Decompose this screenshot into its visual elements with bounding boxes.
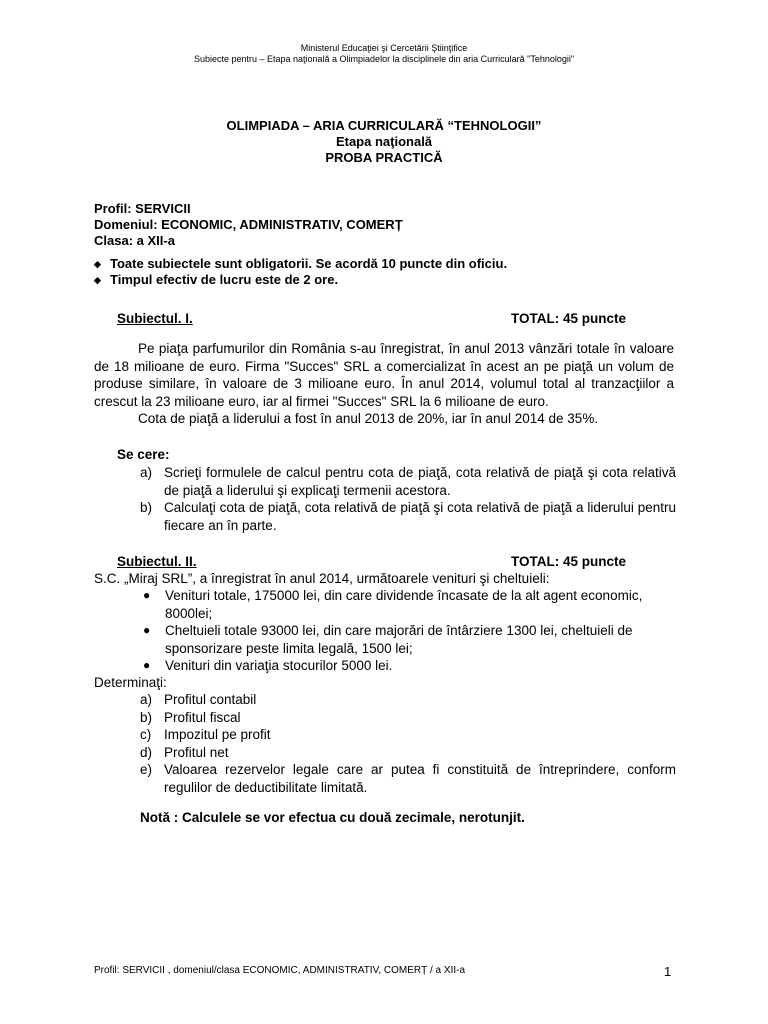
subject-1-task-list bbox=[140, 464, 676, 534]
list-item bbox=[143, 587, 673, 622]
se-cere-label: Se cere: bbox=[117, 447, 170, 462]
list-item-text: Valoarea rezervelor legale care ar putea fi constituită de întreprindere, conform regulilor de deductibilitate limitată. bbox=[164, 762, 676, 795]
list-item-text: Scrieţi formulele de calcul pentru cota de piaţă, cota relativă de piaţă şi cota relativă de piaţă a liderului şi explicaţi termenii acestora. bbox=[164, 465, 676, 498]
bullet-dot-icon: ● bbox=[143, 658, 151, 673]
subject-1-leader-share: Cota de piaţă a liderului a fost în anul 2013 de 20%, iar în anul 2014 de 35%. bbox=[138, 411, 599, 427]
document-title: OLIMPIADA – ARIA CURRICULARĂ “TEHNOLOGII” bbox=[226, 118, 542, 133]
subject-1-text bbox=[94, 340, 674, 428]
calculation-note: Notă : Calculele se vor efectua cu două zecimale, nerotunjit. bbox=[140, 810, 525, 825]
header-subtitle: Subiecte pentru – Etapa naţională a Olimpiadelor la disciplinele din aria Curriculară "Tehnologii" bbox=[193, 54, 575, 64]
domain-line: Domeniul: ECONOMIC, ADMINISTRATIV, COMERȚ bbox=[94, 217, 403, 232]
list-item bbox=[140, 726, 676, 744]
document-test-type: PROBA PRACTICĂ bbox=[325, 150, 443, 165]
list-marker: a) bbox=[140, 465, 153, 480]
subject-1-total: TOTAL: 45 puncte bbox=[511, 311, 627, 326]
list-item-text: Venituri totale, 175000 lei, din care dividende încasate de la alt agent economic, 8000lei; bbox=[165, 588, 643, 621]
page-number: 1 bbox=[664, 964, 672, 979]
list-item-text: Venituri din variaţia stocurilor 5000 lei. bbox=[165, 658, 393, 674]
list-marker: a) bbox=[140, 692, 153, 707]
list-item bbox=[140, 691, 676, 709]
header-ministry: Ministerul Educaţiei şi Cercetării Ştiinţifice bbox=[300, 43, 468, 53]
list-item-text: Calculaţi cota de piaţă, cota relativă de piaţă şi cota relativă de piaţă a liderului pentru fiecare an în parte. bbox=[164, 500, 676, 533]
list-marker: c) bbox=[140, 727, 152, 743]
rule-item bbox=[94, 256, 507, 272]
list-item-text: Profitul contabil bbox=[164, 692, 257, 707]
subject-1-paragraph: Pe piaţa parfumurilor din România s-au înregistrat, în anul 2013 vânzări totale în valoare de 18 milioane de euro. Firma "Succes" SRL a comercializat în acest an pe piaţă un volum de produse similare, în valoare de 3 milioane euro. În anul 2014, volumul total al tranzacţiilor a crescut la 23 milioane euro, iar al firmei "Succes" SRL la 6 milioane de euro. bbox=[94, 341, 674, 409]
subject-2-items bbox=[143, 587, 673, 675]
list-marker: d) bbox=[140, 744, 153, 760]
list-item bbox=[143, 622, 673, 657]
list-item-text: Profitul fiscal bbox=[164, 709, 241, 725]
list-item-text: Profitul net bbox=[164, 744, 229, 760]
diamond-bullet-icon: ◆ bbox=[94, 259, 101, 269]
subject-2-intro: S.C. „Miraj SRL”, a înregistrat în anul 2014, următoarele venituri şi cheltuieli: bbox=[94, 571, 550, 586]
subject-2-total: TOTAL: 45 puncte bbox=[511, 554, 627, 569]
subject-1-heading: Subiectul. I. bbox=[117, 311, 193, 326]
list-item bbox=[143, 657, 673, 675]
list-item bbox=[140, 499, 676, 534]
class-line: Clasa: a XII-a bbox=[94, 233, 175, 248]
diamond-bullet-icon: ◆ bbox=[94, 275, 101, 285]
list-item bbox=[140, 709, 676, 727]
bullet-dot-icon: ● bbox=[143, 588, 151, 602]
document-stage: Etapa naţională bbox=[335, 134, 433, 149]
subject-2-task-list bbox=[140, 691, 676, 797]
determinati-label: Determinaţi: bbox=[94, 675, 167, 690]
rule-item bbox=[94, 272, 338, 288]
list-marker: b) bbox=[140, 500, 153, 516]
profile-line: Profil: SERVICII bbox=[94, 201, 191, 216]
list-marker: b) bbox=[140, 709, 153, 725]
bullet-dot-icon: ● bbox=[143, 623, 151, 638]
list-item bbox=[140, 464, 676, 499]
subject-2-heading: Subiectul. II. bbox=[117, 554, 197, 569]
list-item-text: Impozitul pe profit bbox=[164, 727, 271, 743]
list-item-text: Cheltuieli totale 93000 lei, din care majorări de întârziere 1300 lei, cheltuieli de sponsorizare peste limita legală, 1500 lei; bbox=[165, 623, 633, 656]
rule-text: Timpul efectiv de lucru este de 2 ore. bbox=[110, 272, 339, 287]
list-item bbox=[140, 744, 676, 762]
rule-text: Toate subiectele sunt obligatorii. Se acordă 10 puncte din oficiu. bbox=[110, 256, 508, 271]
list-marker: e) bbox=[140, 762, 153, 778]
page-footer: Profil: SERVICII , domeniul/clasa ECONOMIC, ADMINISTRATIV, COMERȚ / a XII-a bbox=[94, 965, 466, 976]
list-item bbox=[140, 761, 676, 796]
